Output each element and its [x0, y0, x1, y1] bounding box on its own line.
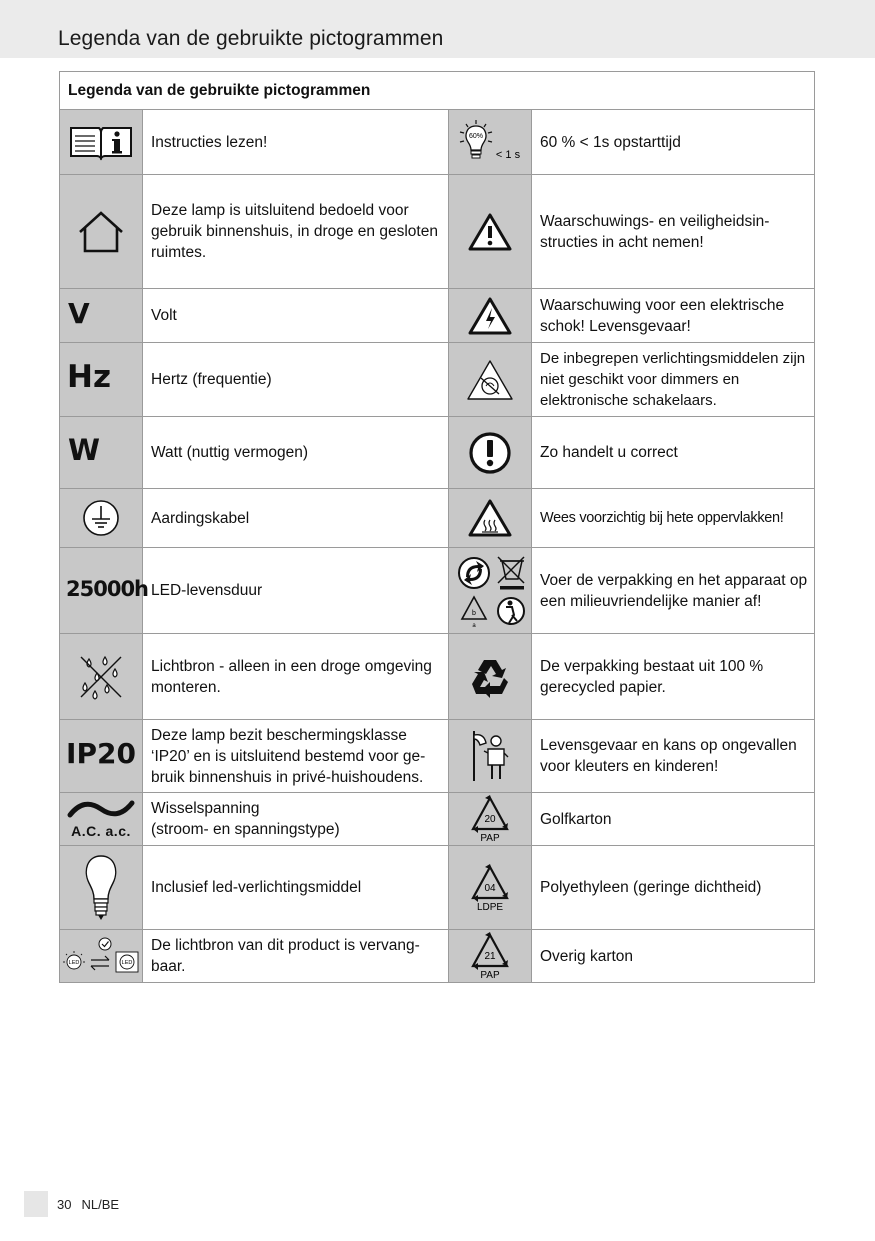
led-lifetime-symbol: 25000h — [60, 548, 143, 634]
dry-environment-icon — [60, 634, 143, 720]
ac-symbol-label: A.C. a.c. — [71, 823, 131, 839]
no-dimmer-icon — [449, 343, 532, 417]
table-row — [60, 343, 815, 417]
table-row — [60, 720, 815, 793]
table-row — [60, 634, 815, 720]
recycle-pap20-icon — [449, 793, 532, 846]
ip20-text: Deze lamp bezit beschermingsklasse ‘IP20’ en is uitsluitend bestemd voor ge-bruik binnenshuis in privé-huishoudens. — [143, 720, 449, 793]
recycling-group-icon — [449, 548, 532, 634]
table-row — [60, 417, 815, 489]
warning-triangle-icon — [449, 175, 532, 289]
table-row — [60, 489, 815, 548]
footer — [57, 1197, 129, 1212]
instructies-lezen-text: Instructies lezen! — [143, 110, 449, 175]
recycle-a-label: a — [472, 622, 476, 629]
bulb-percent-label: 60% — [468, 133, 484, 140]
hertz-text: Hertz (frequentie) — [143, 343, 449, 417]
recycle-code-21: 21 — [484, 951, 496, 962]
recycle-material-pap: PAP — [480, 833, 500, 843]
replaceable-light-source-icon — [60, 930, 143, 983]
page-number: 30 — [57, 1197, 72, 1212]
child-danger-icon — [449, 720, 532, 793]
volt-text: Volt — [143, 289, 449, 343]
polyethyleen-text: Polyethyleen (geringe dichtheid) — [532, 846, 815, 930]
golfkarton-text: Golfkarton — [532, 793, 815, 846]
wisselspanning-line1: Wisselspanning — [151, 800, 260, 817]
hot-surface-icon — [449, 489, 532, 548]
bulb-time-label: < 1 s — [495, 149, 521, 161]
correct-text: Zo handelt u correct — [532, 417, 815, 489]
watt-text: Watt (nuttig vermogen) — [143, 417, 449, 489]
droge-omgeving-text: Lichtbron - alleen in een droge omgeving monteren. — [143, 634, 449, 720]
milieuvriendelijk-text: Voer de verpakking en het apparaat op een milieuvriendelijke manier af! — [532, 548, 815, 634]
volt-symbol: V — [60, 289, 143, 343]
table-row — [60, 846, 815, 930]
recycle-code-04: 04 — [484, 882, 496, 894]
led-levensduur-text: LED-levensduur — [143, 548, 449, 634]
footer-marker — [24, 1191, 48, 1217]
table-title: Legenda van de gebruikte pictogrammen — [60, 72, 815, 110]
recycle-ldpe04-icon — [449, 846, 532, 930]
table-row — [60, 175, 815, 289]
ip20-symbol: IP20 — [60, 720, 143, 793]
table-row — [60, 289, 815, 343]
page-title: Legenda van de gebruikte pictogrammen — [58, 27, 444, 50]
recycle-material-ldpe: LDPE — [476, 901, 504, 912]
house-icon — [60, 175, 143, 289]
aardingskabel-text: Aardingskabel — [143, 489, 449, 548]
overig-karton-text: Overig karton — [532, 930, 815, 983]
locale-label: NL/BE — [81, 1197, 120, 1212]
table-row — [60, 110, 815, 175]
recycle-code-20: 20 — [484, 814, 496, 825]
kinderen-text: Levensgevaar en kans op ongevallen voor kleuters en kinderen! — [532, 720, 815, 793]
waarschuwing-text: Waarschuwings- en veiligheidsin-structies in acht nemen! — [532, 175, 815, 289]
table-row — [60, 548, 815, 634]
recycle-b-label: b — [472, 609, 476, 617]
recycle-arrows-icon — [449, 634, 532, 720]
book-info-icon — [60, 110, 143, 175]
recycle-pap21-icon — [449, 930, 532, 983]
elektrische-schok-text: Waarschuwing voor een elektrische schok! Levensgevaar! — [532, 289, 815, 343]
led-bulb-icon — [60, 846, 143, 930]
wisselspanning-text — [143, 793, 449, 846]
gerecycled-papier-text: De verpakking bestaat uit 100 % gerecycled papier. — [532, 634, 815, 720]
watt-symbol: W — [60, 417, 143, 489]
table-header-row — [60, 72, 815, 110]
hertz-symbol: Hz — [60, 343, 143, 417]
wisselspanning-line2: (stroom- en spanningstype) — [151, 821, 340, 838]
recycle-material-pap-2: PAP — [480, 970, 500, 980]
electric-shock-warning-icon — [449, 289, 532, 343]
dimmer-text: De inbegrepen verlichtingsmiddelen zijn niet geschikt voor dimmers en elektronische schakelaars. — [532, 343, 815, 417]
led-verlichtingsmiddel-text: Inclusief led-verlichtingsmiddel — [143, 846, 449, 930]
binnenshuis-text: Deze lamp is uitsluitend bedoeld voor gebruik binnenshuis, in droge en gesloten ruimtes. — [143, 175, 449, 289]
vervangbaar-text: De lichtbron van dit product is vervang-baar. — [143, 930, 449, 983]
led-label-left: LED — [68, 960, 80, 966]
opstarttijd-text: 60 % < 1s opstarttijd — [532, 110, 815, 175]
table-row — [60, 793, 815, 846]
bulb-60-percent-icon — [449, 110, 532, 175]
led-label-right: LED — [121, 960, 133, 966]
legend-table — [59, 71, 815, 983]
table-row — [60, 930, 815, 983]
hete-oppervlakken-text: Wees voorzichtig bij hete oppervlakken! — [532, 489, 815, 548]
exclamation-circle-icon — [449, 417, 532, 489]
ground-symbol-icon — [60, 489, 143, 548]
alternating-current-icon — [60, 793, 143, 846]
